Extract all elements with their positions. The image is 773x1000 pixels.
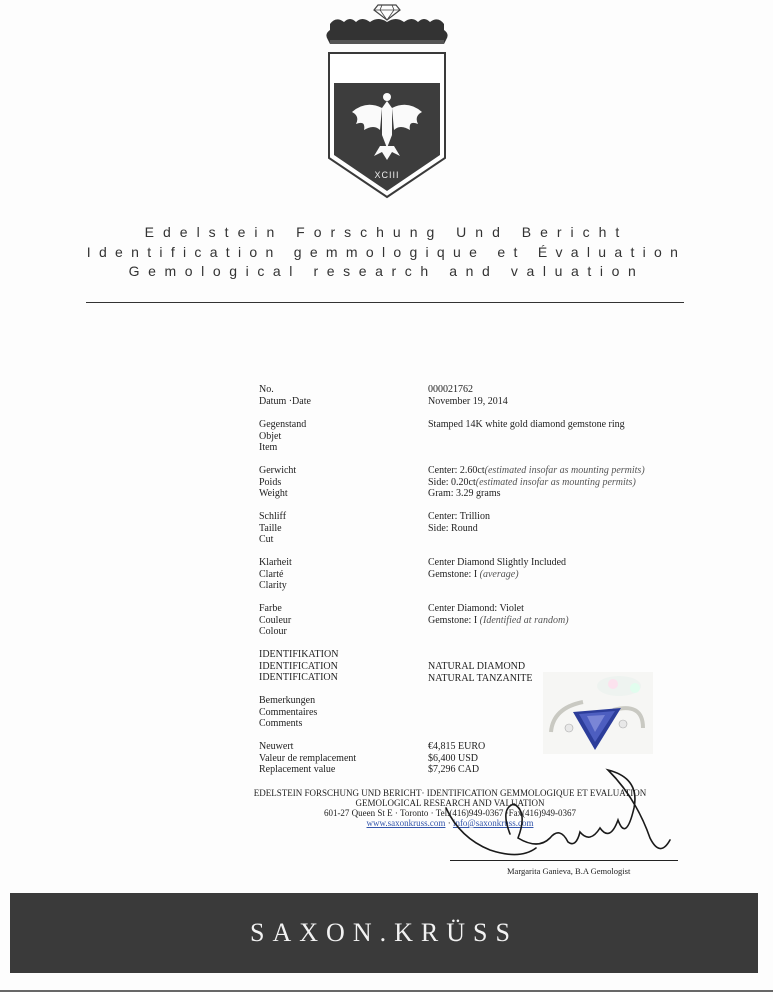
- header-divider: [86, 302, 684, 303]
- website-link[interactable]: www.saxonkruss.com: [366, 818, 446, 828]
- cut-value: Center: Trillion Side: Round: [428, 511, 490, 534]
- signature: [440, 768, 680, 868]
- weight-label: Gerwicht Poids Weight: [259, 465, 297, 499]
- report-number-label: No. Datum ·Date: [259, 384, 311, 407]
- brand-name: SAXON.KRÜSS: [250, 918, 518, 947]
- email-link[interactable]: info@saxonkruss.com: [452, 818, 534, 828]
- identification-label: IDENTIFIKATION IDENTIFICATION IDENTIFICATION: [259, 649, 339, 683]
- report-number-value: 000021762 November 19, 2014: [428, 384, 508, 407]
- title-german: Edelstein Forschung Und Bericht: [144, 224, 629, 240]
- company-links: www.saxonkruss.com · info@saxonkruss.com: [366, 818, 534, 828]
- identification-value: NATURAL DIAMOND NATURAL TANZANITE: [428, 661, 533, 684]
- company-address: 601-27 Queen St E · Toronto · Tel.(416)949-0367 ·Fax(416)949-0367: [323, 808, 577, 818]
- brand-banner: [10, 893, 758, 973]
- title-english: Gemological research and valuation: [128, 263, 645, 279]
- replacement-value: €4,815 EURO $6,400 USD $7,296 CAD: [428, 741, 486, 775]
- company-name: EDELSTEIN FORSCHUNG UND BERICHT· IDENTIFICATION GEMMOLOGIQUE ET EVALUATION: [253, 788, 647, 798]
- ring-photo: [543, 672, 653, 754]
- item-label: Gegenstand Objet Item: [259, 419, 307, 453]
- title-french: Identification gemmologique et Évaluation: [86, 244, 687, 260]
- crest-emblem: [322, 0, 452, 205]
- diamond-icon: [374, 5, 400, 20]
- signer-name: Margarita Ganieva, B.A Gemologist: [507, 866, 631, 876]
- colour-value: Center Diamond: Violet Gemstone: I (Identified at random): [428, 603, 569, 626]
- company-subtitle: GEMOLOGICAL RESEARCH AND VALUATION: [355, 798, 545, 808]
- cut-label: Schliff Taille Cut: [259, 511, 287, 545]
- clarity-value: Center Diamond Slightly Included Gemstone: I (average): [428, 557, 567, 580]
- comments-label: Bemerkungen Commentaires Comments: [259, 695, 318, 729]
- weight-value: Center: 2.60ct(estimated insofar as mounting permits) Side: 0.20ct(estimated insofar as mounting permits) Gram: 3.29 grams: [428, 465, 645, 499]
- clarity-label: Klarheit Clarté Clarity: [259, 557, 292, 591]
- item-value: Stamped 14K white gold diamond gemstone ring: [428, 419, 625, 430]
- signature-line: [450, 860, 678, 861]
- bottom-edge: [0, 990, 773, 992]
- colour-label: Farbe Couleur Colour: [259, 603, 292, 637]
- replacement-value-label: Neuwert Valeur de remplacement Replacement value: [259, 741, 357, 775]
- crest-numeral: XCIII: [374, 170, 400, 180]
